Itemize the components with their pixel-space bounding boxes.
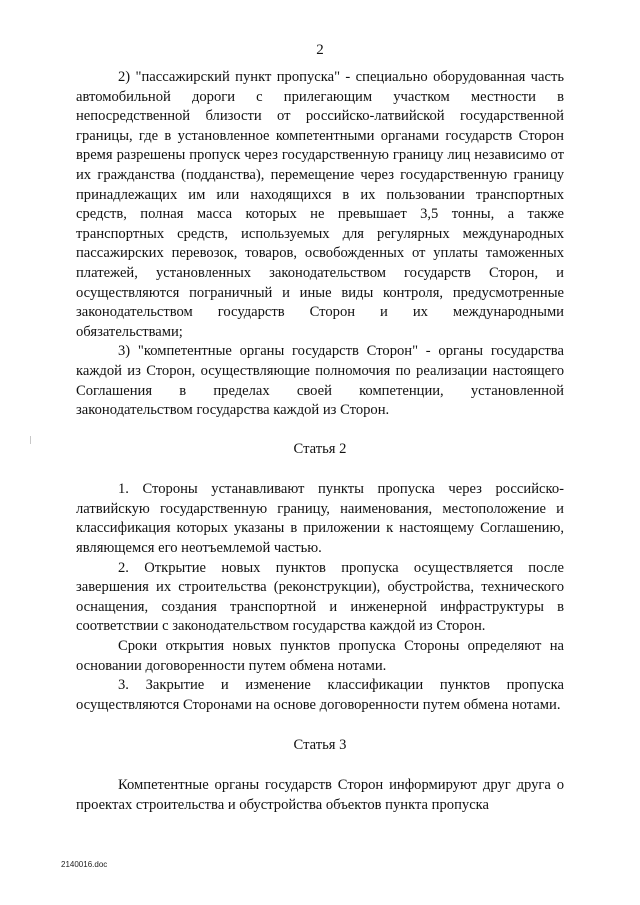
article1-clause-2: 2) "пассажирский пункт пропуска" - специально оборудованная часть автомобильной дороги с прилегающим участком местности в непосредственной близости от российско-латвийской государственной границы, где в установленное компетентными органами государств Сторон время разрешены пропуск через государственную границу лиц независимо от их гражданства (подданства), перемещение через государственную границу принадлежащих им или находящихся в их пользовании транспортных средств, полная масса которых не превышает 3,5 тонны, а также транспортных средств, используемых для регулярных международных пассажирских перевозок, товаров, освобожденных от уплаты таможенных платежей, установленных законодательством государств Сторон, и осуществляются пограничный и иные виды контроля, предусмотренные законодательством государств Сторон и их международными обязательствами; [76,69,564,340]
article2-paragraph-2: 2. Открытие новых пунктов пропуска осуществляется после завершения их строительства (реконструкции), обустройства, технического оснащения, создания транспортной и инженерной инфраструктуры в соответствии с законодательством государства каждой из Сторон. [76,559,564,635]
article3-paragraph-1: Компетентные органы государств Сторон информируют друг друга о проектах строительства и обустройства объектов пункта пропуска [76,777,564,813]
file-name-footer: 2140016.doc [61,860,108,869]
document-body [76,68,564,815]
article2-paragraph-3: Сроки открытия новых пунктов пропуска Стороны определяют на основании договоренности путем обмена нотами. [76,638,564,674]
article2-paragraph-4: 3. Закрытие и изменение классификации пунктов пропуска осуществляются Сторонами на основе договоренности путем обмена нотами. [76,677,564,713]
page-number: 2 [316,42,324,58]
article2-paragraph-1: 1. Стороны устанавливают пункты пропуска через российско-латвийскую государственную границу, наименования, местоположение и классификация которых указаны в приложении к настоящему Соглашению, являющемся его неотъемлемой частью. [76,481,564,557]
article1-clause-3: 3) "компетентные органы государств Сторон" - органы государства каждой из Сторон, осуществляющие полномочия по реализации настоящего Соглашения в пределах своей компетенции, установленной законодательством государства каждой из Сторон. [76,343,564,419]
margin-mark [30,436,31,444]
article2-heading: Статья 2 [293,440,347,457]
article3-heading: Статья 3 [293,737,347,754]
